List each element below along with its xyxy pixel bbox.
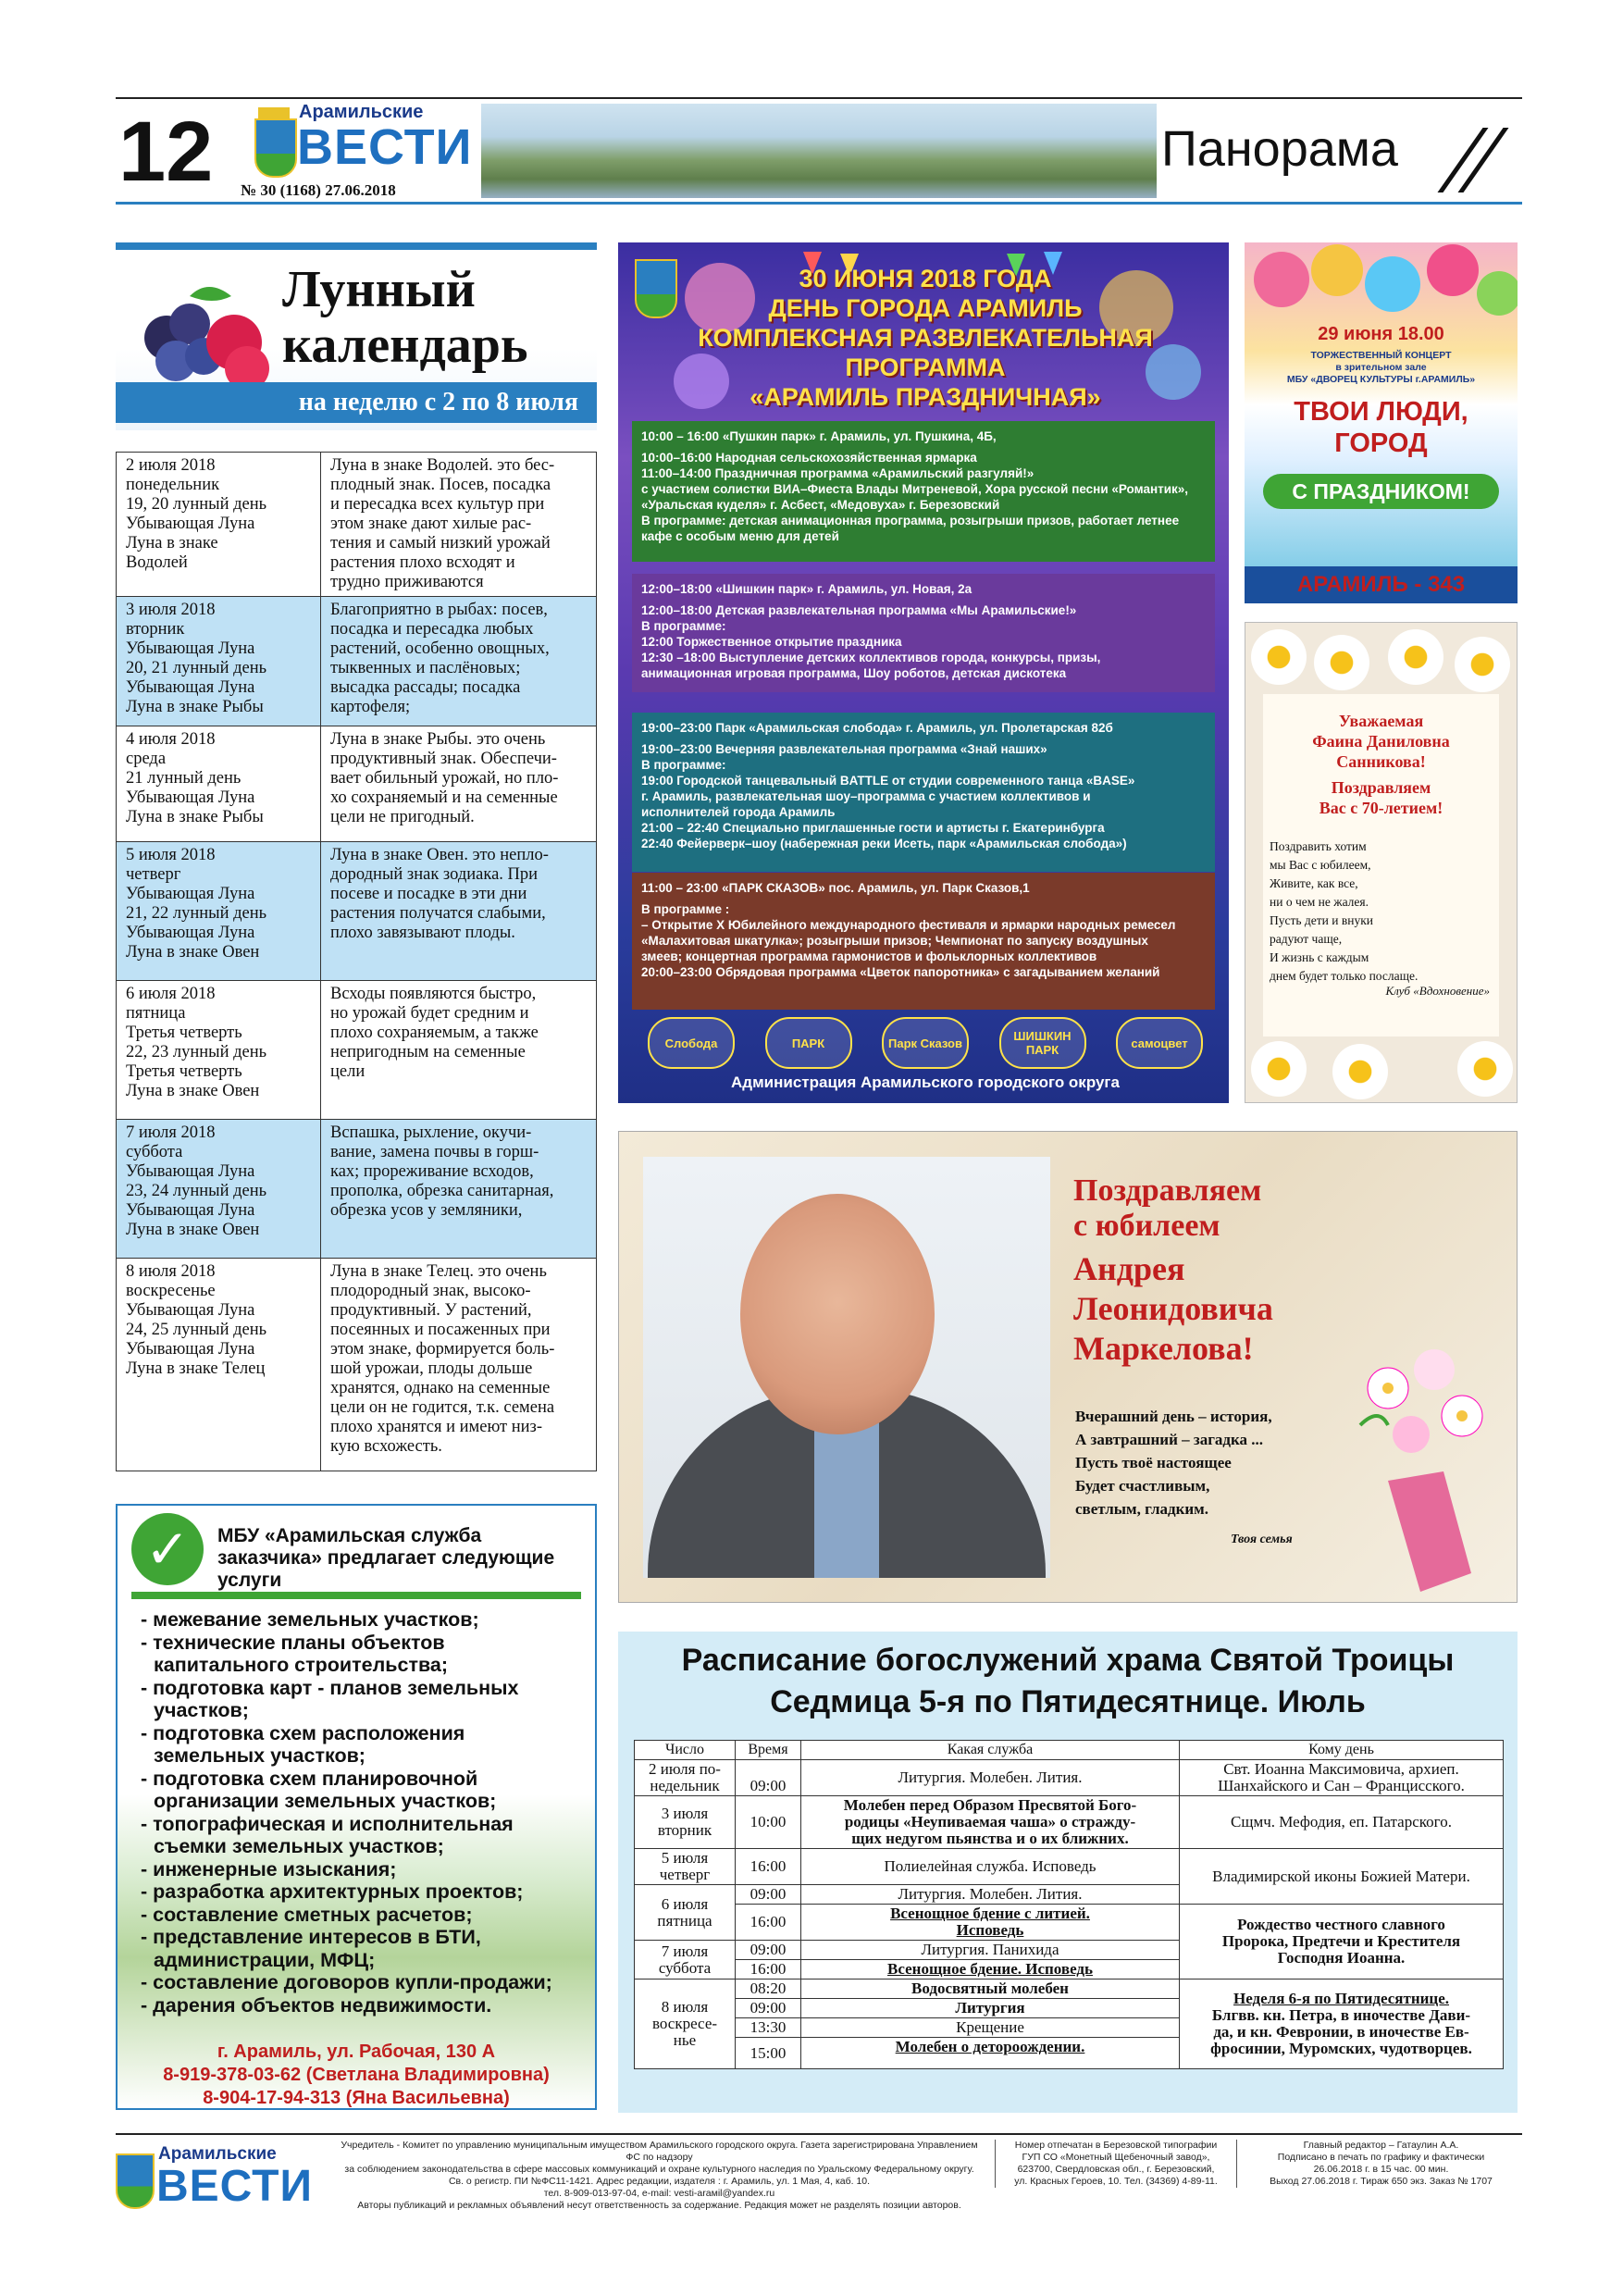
services-address: г. Арамиль, ул. Рабочая, 130 А	[217, 2042, 496, 2062]
page-number: 12	[118, 105, 214, 199]
poster-block-body: 10:00–16:00 Народная сельскохозяйственная ярмарка 11:00–14:00 Праздничная программа «Арамильский разгуляй!» с участием солистки ВИА–Фиеста Влады Митреневой, Хора русской песни «Романтик», «Уральская куделя» г. Асбест, «Медовуха» г. Березовский В программе: детская анимационная программа, розыгрыши призов, работает летнее кафе с особым меню для детей	[641, 451, 1189, 543]
footer-editor: Главный редактор – Гатаулин А.А. Подписано в печать по графику и фактически 26.06.2018 г. в 15 час. 00 мин. Выход 27.06.2018 г. Тираж 650 экз. Заказ № 1707	[1270, 2140, 1493, 2187]
footer-logo-small-text: Арамильские	[158, 2144, 277, 2164]
service-item: - подготовка схем планировочной организации земельных участков;	[141, 1767, 497, 1812]
services-ad-title: МБУ «Арамильская служба заказчика» предлагает следующие услуги	[217, 1525, 555, 1591]
lunar-text-cell: Луна в знаке Водолей. это бес- плодный знак. Посев, посадка и пересадка всех культур при этом знаке дают хилые рас- тения и самый низкий урожай растения плохо всходят и трудно приживаются	[321, 453, 597, 597]
poster-block	[632, 873, 1215, 1010]
concert-description: ТОРЖЕСТВЕННЫЙ КОНЦЕРТ в зрительном зале МБУ «ДВОРЕЦ КУЛЬТУРЫ г.АРАМИЛЬ»	[1286, 350, 1476, 385]
daisy-icon	[1314, 635, 1369, 690]
greeting-heading: Уважаемая Фаина Даниловна Санникова!	[1312, 712, 1450, 771]
schedule-date: 6 июля пятница	[635, 1885, 736, 1941]
sponsor-logo: самоцвет	[1116, 1017, 1203, 1069]
schedule-date: 2 июля по- недельник	[635, 1760, 736, 1796]
schedule-row	[635, 1980, 1504, 1999]
schedule-row	[635, 1760, 1504, 1796]
lunar-text-cell: Луна в знаке Овен. это непло- дородный знак зодиака. При посеве и посадке в эти дни растения получатся слабыми, плохо завязывают плоды.	[321, 842, 597, 981]
services-phone-2: 8-904-17-94-313 (Яна Васильевна)	[203, 2088, 510, 2108]
schedule-day: Рождество честного славного Пророка, Предтечи и Крестителя Господня Иоанна.	[1180, 1905, 1504, 1980]
poster-block-head: 19:00–23:00 Парк «Арамильская слобода» г. Арамиль, ул. Пролетарская 82б	[641, 721, 1113, 735]
schedule-time: 08:20	[736, 1980, 801, 1999]
poster-heading: 30 ИЮНЯ 2018 ГОДА ДЕНЬ ГОРОДА АРАМИЛЬ КОМПЛЕКСНАЯ РАЗВЛЕКАТЕЛЬНАЯ ПРОГРАММА «АРАМИЛЬ ПРАЗДНИЧНАЯ»	[698, 265, 1153, 411]
service-item: - топографическая и исполнительная съемки земельных участков;	[141, 1812, 514, 1857]
crown-icon	[258, 107, 290, 118]
schedule-service: Полиелейная служба. Исповедь	[801, 1849, 1180, 1885]
schedule-service: Литургия. Молебен. Лития.	[801, 1760, 1180, 1796]
poster-block-head: 12:00–18:00 «Шишкин парк» г. Арамиль, ул. Новая, 2а	[641, 582, 973, 596]
markelov-name: Андрея Леонидовича Маркелова!	[1073, 1250, 1273, 1367]
schedule-service: Всенощное бдение с литией. Исповедь	[801, 1905, 1180, 1941]
schedule-header-row	[635, 1741, 1504, 1760]
daisy-icon	[1455, 637, 1510, 692]
poster-block-body: 19:00–23:00 Вечерняя развлекательная программа «Знай наших» В программе: 19:00 Городской танцевальный BATTLE от студии современного танца «BASE» г. Арамиль, развлекательная шоу–программа с участием коллективов и исполнителей города Арамиль 21:00 – 22:40 Специально приглашенные гости и артисты г. Екатеринбурга 22:40 Фейерверк–шоу (набережная реки Исеть, парк «Арамильская слобода»)	[641, 742, 1135, 850]
schedule-day-text: Блгвв. кн. Петра, в иночестве Дави- да, и кн. Февронии, в иночестве Ев- фросинии, Муромских, чудотворцев.	[1210, 2006, 1472, 2057]
service-item: - подготовка схем расположения земельных участков;	[141, 1721, 465, 1767]
schedule-service: Крещение	[801, 2018, 1180, 2038]
concert-footer: АРАМИЛЬ - 343	[1245, 566, 1518, 603]
lunar-date-cell: 3 июля 2018 вторник Убывающая Луна 20, 21 лунный день Убывающая Луна Луна в знаке Рыбы	[117, 597, 321, 726]
footer-logo-big-text: ВЕСТИ	[156, 2162, 313, 2211]
footer-printer: Номер отпечатан в Березовской типографии ГУП СО «Монетный Щебеночный завод», 623700, Свердловская обл., г. Березовский, ул. Красных Героев, 10. Тел. (34369) 4-89-11.	[995, 2140, 1237, 2188]
schedule-header: Время	[736, 1741, 801, 1760]
lunar-date-cell: 7 июля 2018 суббота Убывающая Луна 23, 24 лунный день Убывающая Луна Луна в знаке Овен	[117, 1120, 321, 1259]
schedule-day: Свт. Иоанна Максимовича, архиеп. Шанхайского и Сан – Францисского.	[1180, 1760, 1504, 1796]
schedule-row	[635, 1796, 1504, 1849]
lunar-row	[117, 726, 597, 842]
markelov-greeting-line1: Поздравляем с юбилеем	[1073, 1173, 1262, 1243]
schedule-service: Водосвятный молебен	[801, 1980, 1180, 1999]
bouquet-icon	[1332, 1314, 1508, 1592]
lunar-row	[117, 453, 597, 597]
lunar-row	[117, 1120, 597, 1259]
daisy-icon	[1251, 1041, 1307, 1097]
lunar-row	[117, 597, 597, 726]
poster-block-body: В программе : – Открытие X Юбилейного международного фестиваля и ярмарки народных ремесел «Малахитовая шкатулка»; розыгрыши призов; Чемпионат по запуску воздушных змеев; концертная программа гармонистов и фольклорных коллективов 20:00–23:00 Обрядовая программа «Цветок папоротника» с загадыванием желаний	[641, 902, 1176, 979]
schedule-time: 09:00	[736, 1941, 801, 1960]
town-panorama-photo	[481, 104, 1157, 198]
portrait-face	[740, 1194, 935, 1434]
schedule-day	[1180, 1980, 1504, 2069]
schedule-date: 8 июля воскресе- нье	[635, 1980, 736, 2069]
greeting-subheading: Поздравляем Вас с 70-летием!	[1319, 778, 1443, 817]
services-ad-rule	[131, 1592, 581, 1599]
schedule-date: 5 июля четверг	[635, 1849, 736, 1885]
concert-title: ТВОИ ЛЮДИ, ГОРОД	[1294, 397, 1468, 458]
footer-imprint: Учредитель - Комитет по управлению муниципальным имуществом Арамильского городского округа. Газета зарегистрирована Управлением ФС по надзору за соблюдением законодательства в сфере массовых коммуникаций и охране культурного наследия по Уральскому Федеральному округу. Св. о регистр. ПИ №ФС11-1421. Адрес редакции, издателя : г. Арамиль, ул. 1 Мая, 4, каб. 10. тел. 8-909-013-97-04, e-mail: vesti-arамil@yandex.ru Авторы публикаций и рекламных объявлений несут ответственность за содержание. Редакция может не разделять позиции авторов.	[341, 2140, 978, 2211]
schedule-row	[635, 1905, 1504, 1941]
service-item: - дарения объектов недвижимости.	[141, 1993, 492, 2017]
schedule-service: Литургия. Панихида	[801, 1941, 1180, 1960]
poster-footer: Администрация Арамильского городского округа	[731, 1074, 1120, 1091]
schedule-header: Какая служба	[801, 1741, 1180, 1760]
schedule-date: 7 июля суббота	[635, 1941, 736, 1980]
section-title: Панорама	[1161, 121, 1398, 177]
sponsor-logo: ШИШКИН ПАРК	[999, 1017, 1086, 1069]
services-list	[137, 1608, 581, 2017]
daisy-icon	[1332, 1044, 1388, 1099]
coat-of-arms-icon	[116, 2153, 155, 2209]
balloons-icon	[1245, 242, 1518, 326]
schedule-time: 16:00	[736, 1849, 801, 1885]
schedule-title-line1: Расписание богослужений храма Святой Троицы	[681, 1643, 1455, 1678]
daisy-icon	[1251, 629, 1307, 685]
schedule-service: Литургия	[801, 1999, 1180, 2018]
service-item: - межевание земельных участков;	[141, 1608, 479, 1631]
sponsor-logo: ПАРК	[765, 1017, 852, 1069]
schedule-header: Кому день	[1180, 1741, 1504, 1760]
church-schedule-table	[634, 1740, 1504, 2069]
footer-logo	[116, 2142, 324, 2216]
daisy-icon	[1388, 629, 1443, 685]
service-item: - инженерные изыскания;	[141, 1857, 397, 1880]
lunar-text-cell: Всходы появляются быстро, но урожай будет средним и плохо сохраняемым, а также непригодным на семенные цели	[321, 981, 597, 1120]
poster-sponsor-logos	[648, 1011, 1203, 1075]
coat-of-arms-icon	[254, 118, 297, 178]
masthead-logo	[254, 102, 477, 194]
schedule-service: Молебен о детороождении.	[801, 2038, 1180, 2069]
service-item: - подготовка карт - планов земельных участков;	[141, 1676, 519, 1721]
markelov-poem: Вчерашний день – история, А завтрашний – загадка ... Пусть твоё настоящее Будет счастливым, светлым, гладким.	[1075, 1408, 1272, 1518]
logo-small-text: Арамильские	[299, 102, 424, 122]
sponsor-logo: Слобода	[648, 1017, 735, 1069]
schedule-service: Литургия. Молебен. Лития.	[801, 1885, 1180, 1905]
lunar-text-cell: Вспашка, рыхление, окучи- вание, замена почвы в горш- ках; прореживание всходов, прополка, обрезка санитарная, обрезка усов у земляники,	[321, 1120, 597, 1259]
schedule-title-line2: Седмица 5-я по Пятидесятнице. Июль	[770, 1684, 1366, 1719]
service-item: - разработка архитектурных проектов;	[141, 1880, 524, 1903]
schedule-time: 10:00	[736, 1796, 801, 1849]
poster-block	[632, 421, 1215, 562]
schedule-row	[635, 1849, 1504, 1885]
schedule-day: Владимирской иконы Божией Матери.	[1180, 1849, 1504, 1905]
schedule-time: 16:00	[736, 1905, 801, 1941]
sponsor-logo: Парк Сказов	[882, 1017, 969, 1069]
footer-rule	[116, 2133, 1522, 2135]
schedule-header: Число	[635, 1741, 736, 1760]
services-phone-1: 8-919-378-03-62 (Светлана Владимировна)	[163, 2065, 550, 2085]
lunar-text-cell: Луна в знаке Телец. это очень плодородный знак, высоко- продуктивный. У растений, посеянных и посаженных при этом знаке, формируется боль- шой урожаи, плоды дольше хранятся, однако на семенные цели он не годится, т.к. семена плохо хранятся и имеют низ- кую всхожесть.	[321, 1259, 597, 1471]
header-bottom-rule	[116, 202, 1522, 205]
schedule-service: Всенощное бдение. Исповедь	[801, 1960, 1180, 1980]
poster-block-head: 11:00 – 23:00 «ПАРК СКАЗОВ» пос. Арамиль, ул. Парк Сказов,1	[641, 881, 1030, 895]
schedule-service: Молебен перед Образом Пресвятой Бого- родицы «Неупиваемая чаша» о стражду- щих недугом пьянства и о их ближних.	[801, 1796, 1180, 1849]
service-item: - технические планы объектов капитального строительства;	[141, 1631, 449, 1676]
lunar-calendar-subtitle: на неделю с 2 по 8 июля	[116, 382, 597, 423]
lunar-title-line1: Лунный	[282, 261, 476, 318]
schedule-date: 3 июля вторник	[635, 1796, 736, 1849]
church-schedule-title	[618, 1640, 1518, 1723]
schedule-time: 13:30	[736, 2018, 801, 2038]
lunar-date-cell: 6 июля 2018 пятница Третья четверть 22, 23 лунный день Третья четверть Луна в знаке Овен	[117, 981, 321, 1120]
schedule-time: 15:00	[736, 2038, 801, 2069]
schedule-day: Сщмч. Мефодия, еп. Патарского.	[1180, 1796, 1504, 1849]
greeting-signature: Клуб «Вдохновение»	[1385, 984, 1490, 998]
lunar-title-line2: календарь	[282, 316, 528, 374]
lunar-date-cell: 5 июля 2018 четверг Убывающая Луна 21, 22 лунный день Убывающая Луна Луна в знаке Овен	[117, 842, 321, 981]
schedule-time: 09:00	[736, 1885, 801, 1905]
lunar-date-cell: 8 июля 2018 воскресенье Убывающая Луна 24, 25 лунный день Убывающая Луна Луна в знаке Телец	[117, 1259, 321, 1471]
daisy-icon	[1457, 1041, 1513, 1097]
poster-block-body: 12:00–18:00 Детская развлекательная программа «Мы Арамильские!» В программе: 12:00 Торжественное открытие праздника 12:30 –18:00 Выступление детских коллективов города, конкурсы, призы, анимационная игровая программа, Шоу роботов, детская дискотека	[641, 603, 1101, 680]
lunar-row	[117, 842, 597, 981]
concert-date: 29 июня 18.00	[1318, 324, 1444, 344]
schedule-time: 09:00	[736, 1760, 801, 1796]
services-contacts	[131, 2041, 581, 2110]
poster-block-head: 10:00 – 16:00 «Пушкин парк» г. Арамиль, ул. Пушкина, 4Б,	[641, 429, 997, 443]
lunar-calendar-title	[282, 262, 528, 373]
service-item: - составление договоров купли-продажи;	[141, 1971, 552, 1993]
lunar-row	[117, 1259, 597, 1471]
lunar-row	[117, 981, 597, 1120]
lunar-date-cell: 2 июля 2018 понедельник 19, 20 лунный день Убывающая Луна Луна в знаке Водолей	[117, 453, 321, 597]
logo-big-text: ВЕСТИ	[297, 119, 473, 175]
service-item: - представление интересов в БТИ, администрации, МФЦ;	[141, 1926, 481, 1971]
markelov-signature: Твоя семья	[1231, 1533, 1293, 1546]
greeting-poem: Поздравить хотим мы Вас с юбилеем, Живите, как все, ни о чем не жалея. Пусть дети и внуки радуют чаще, И жизнь с каждым днем будет только послаще.	[1270, 839, 1419, 983]
header-top-rule	[116, 97, 1522, 99]
concert-slogan: С ПРАЗДНИКОМ!	[1263, 474, 1499, 509]
poster-block	[632, 574, 1215, 692]
issue-number: № 30 (1168) 27.06.2018	[241, 181, 396, 199]
schedule-day-title: Неделя 6-я по Пятидесятнице.	[1233, 1990, 1450, 2007]
service-item: - составление сметных расчетов;	[141, 1903, 473, 1926]
schedule-time: 09:00	[736, 1999, 801, 2018]
schedule-time: 16:00	[736, 1960, 801, 1980]
lunar-date-cell: 4 июля 2018 среда 21 лунный день Убывающая Луна Луна в знаке Рыбы	[117, 726, 321, 842]
lunar-text-cell: Луна в знаке Рыбы. это очень продуктивный знак. Обеспечи- вает обильный урожай, но пло- хо сохраняемый и на семенные цели не пригодный.	[321, 726, 597, 842]
poster-block	[632, 713, 1215, 872]
checkmark-icon: ✓	[131, 1513, 204, 1585]
lunar-text-cell: Благоприятно в рыбах: посев, посадка и пересадка любых растений, особенно овощных, тыквенных и паслёновых; высадка рассады; посадка картофеля;	[321, 597, 597, 726]
lunar-calendar-table	[116, 452, 597, 1471]
